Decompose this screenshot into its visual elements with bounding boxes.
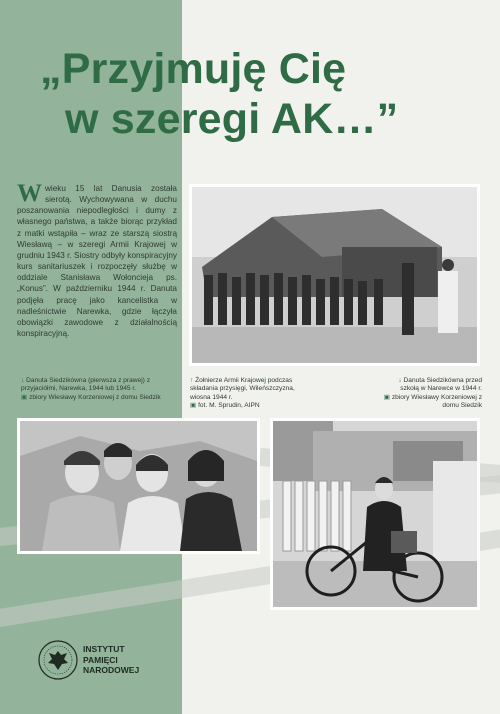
ipn-line-3: NARODOWEJ: [83, 665, 140, 675]
caption-middle: [190, 377, 305, 411]
arrow-up-icon: ↑: [190, 377, 194, 384]
drop-cap: W: [17, 180, 42, 207]
camera-icon: ▣: [190, 402, 197, 410]
bicycle-image: [273, 421, 477, 607]
caption-right: [382, 377, 482, 411]
body-text: wieku 15 lat Danusia została sierotą. Wychowywana w duchu poszanowania niepodległości i dumy z własnego państwa, a także biorąc przykład z matki wstąpiła – wraz ze starszą siostrą Wiesławą – w szeregi Armii Krajowej w grudniu 1943 r. Siostry odbyły konspiracyjny kurs sanitariuszek i rozpoczęły służbę w oddziale Stanisława Wołoncieja ps. „Konus”. W październiku 1944 r. Danuta podjęła pracę jako kancelistka w nadleśnictwie Narewka, gdzie łączyła obowiązki zawodowe z działalnością konspiracyjną.: [17, 184, 177, 339]
camera-icon: ▣: [383, 393, 390, 401]
caption-right-text: Danuta Siedzikówna przed szkołą w Narewce w 1944 r.: [400, 377, 482, 393]
photo-soldiers-oath: [189, 184, 480, 366]
body-paragraph: [17, 180, 177, 339]
title-line-2: w szeregi AK…”: [65, 95, 399, 143]
arrow-down-icon: ↓: [398, 377, 402, 384]
photo-bicycle: [270, 418, 480, 610]
page-title: [40, 44, 500, 144]
soldiers-oath-image: [192, 187, 477, 363]
title-line-1: „Przyjmuję Cię: [40, 45, 347, 93]
arrow-down-icon: ↓: [21, 377, 25, 384]
photo-friends: [17, 418, 260, 554]
ipn-line-2: PAMIĘCI: [83, 654, 118, 665]
camera-icon: ▣: [21, 393, 28, 401]
caption-right-credit: zbiory Wiesławy Korzeniowej z domu Siedzik: [391, 393, 482, 410]
ipn-wordmark: [83, 644, 139, 676]
caption-left-credit: zbiory Wiesławy Korzeniowej z domu Siedzik: [29, 393, 161, 401]
ipn-eagle-logo-icon: [38, 640, 78, 680]
caption-left-text: Danuta Siedzikówna (pierwsza z prawej) z przyjaciółmi, Narewka, 1944 lub 1945 r.: [21, 377, 151, 393]
caption-left: [21, 377, 171, 402]
caption-middle-text: Żołnierze Armii Krajowej podczas składania przysięgi, Wileńszczyzna, wiosna 1944 r.: [190, 377, 295, 401]
friends-image: [20, 421, 257, 551]
ipn-line-1: INSTYTUT: [83, 644, 125, 654]
caption-middle-credit: fot. M. Sprudin, AIPN: [198, 402, 260, 410]
